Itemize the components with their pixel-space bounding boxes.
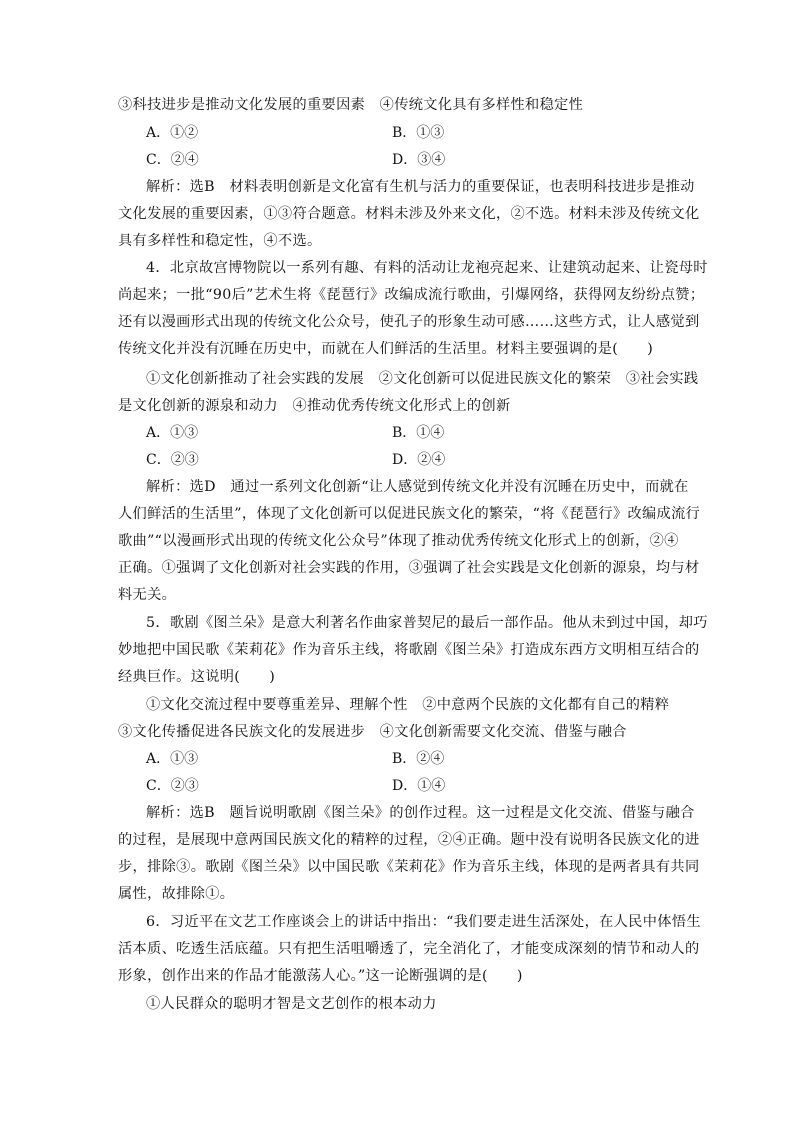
q5-analysis-line-3: 步，排除③。歌剧《图兰朵》以中国民歌《茉莉花》作为音乐主线，体现的是两者具有共同 [118, 859, 700, 875]
q3-analysis-line-2: 文化发展的重要因素，①③符合题意。材料未涉及外来文化，②不选。材料未涉及传统文化 [118, 206, 700, 222]
q4-analysis-line-2: 人们鲜活的生活里”，体现了文化创新可以促进民族文化的繁荣，“将《琵琶行》改编成流行 [118, 506, 701, 522]
q4-option-b: B．①④ [392, 425, 445, 441]
q5-option-d: D．①④ [392, 778, 446, 794]
q4-choices-line-1: ①文化创新推动了社会实践的发展 ②文化创新可以促进民族文化的繁荣 ③社会实践 [146, 371, 699, 387]
q4-analysis-line-3: 歌曲”“以漫画形式出现的传统文化公众号”体现了推动优秀传统文化形式上的创新，②④ [118, 533, 679, 549]
q5-stem-line-2: 妙地把中国民歌《茉莉花》作为音乐主线，将歌剧《图兰朵》打造成东西方文明相互结合的 [118, 642, 700, 658]
q5-choices-line-2: ③文化传播促进各民族文化的发展进步 ④文化创新需要文化交流、借鉴与融合 [118, 724, 627, 740]
q5-option-c: C．②③ [146, 778, 199, 794]
q4-option-a: A．①③ [146, 425, 199, 441]
q3-analysis-line-1: 解析：选B 材料表明创新是文化富有生机与活力的重要保证，也表明科技进步是推动 [146, 179, 695, 195]
q6-stem-line-3: 形象，创作出来的作品才能激荡人心。”这一论断强调的是( ) [118, 968, 523, 984]
q5-stem-line-3: 经典巨作。这说明( ) [118, 669, 276, 685]
q4-option-d: D．②④ [392, 452, 446, 468]
q6-stem-line-1: 6．习近平在文艺工作座谈会上的讲话中指出：“我们要走进生活深处，在人民中体悟生 [146, 914, 701, 930]
q6-choices-line-1: ①人民群众的聪明才智是文艺创作的根本动力 [146, 996, 437, 1012]
q4-stem-line-2: 尚起来；一批“90后”艺术生将《琵琶行》改编成流行歌曲，引爆网络，获得网友纷纷点赞； [118, 287, 705, 303]
q3-option-b: B．①③ [392, 125, 445, 141]
q5-choices-line-1: ①文化交流过程中要尊重差异、理解个性 ②中意两个民族的文化都有自己的精粹 [146, 697, 670, 713]
q4-stem-line-1: 4．北京故宫博物院以一系列有趣、有料的活动让龙袍亮起来、让建筑动起来、让瓷母时 [146, 260, 708, 276]
q4-choices-line-2: 是文化创新的源泉和动力 ④推动优秀传统文化形式上的创新 [118, 398, 511, 414]
q5-stem-line-1: 5．歌剧《图兰朵》是意大利著名作曲家普契尼的最后一部作品。他从未到过中国，却巧 [146, 615, 708, 631]
q4-stem-line-3: 还有以漫画形式出现的传统文化公众号，使孔子的形象生动可感……这些方式，让人感觉到 [118, 314, 700, 330]
q3-option-d: D．③④ [392, 152, 446, 168]
q3-analysis-line-3: 具有多样性和稳定性，④不选。 [118, 233, 322, 249]
q5-analysis-line-4: 属性，故排除①。 [118, 886, 235, 902]
q5-option-a: A．①③ [146, 751, 199, 767]
q4-option-c: C．②③ [146, 452, 199, 468]
q6-stem-line-2: 活本质、吃透生活底蕴。只有把生活咀嚼透了，完全消化了，才能变成深刻的情节和动人的 [118, 941, 700, 957]
q3-option-c: C．②④ [146, 152, 199, 168]
q5-option-b: B．②④ [392, 751, 445, 767]
q4-analysis-line-1: 解析：选D 通过一系列文化创新“让人感觉到传统文化并没有沉睡在历史中，而就在 [146, 479, 689, 495]
q5-analysis-line-2: 的过程，是展现中意两国民族文化的精粹的过程，②④正确。题中没有说明各民族文化的进 [118, 832, 700, 848]
q4-analysis-line-5: 料无关。 [118, 587, 177, 603]
q3-stem-tail: ③科技进步是推动文化发展的重要因素 ④传统文化具有多样性和稳定性 [118, 97, 584, 113]
q5-analysis-line-1: 解析：选B 题旨说明歌剧《图兰朵》的创作过程。这一过程是文化交流、借鉴与融合 [146, 805, 695, 821]
q4-stem-line-4: 传统文化并没有沉睡在历史中，而就在人们鲜活的生活里。材料主要强调的是( ) [118, 341, 654, 357]
q4-analysis-line-4: 正确。①强调了文化创新对社会实践的作用，③强调了社会实践是文化创新的源泉，均与材 [118, 560, 700, 576]
q3-option-a: A．①② [146, 125, 199, 141]
